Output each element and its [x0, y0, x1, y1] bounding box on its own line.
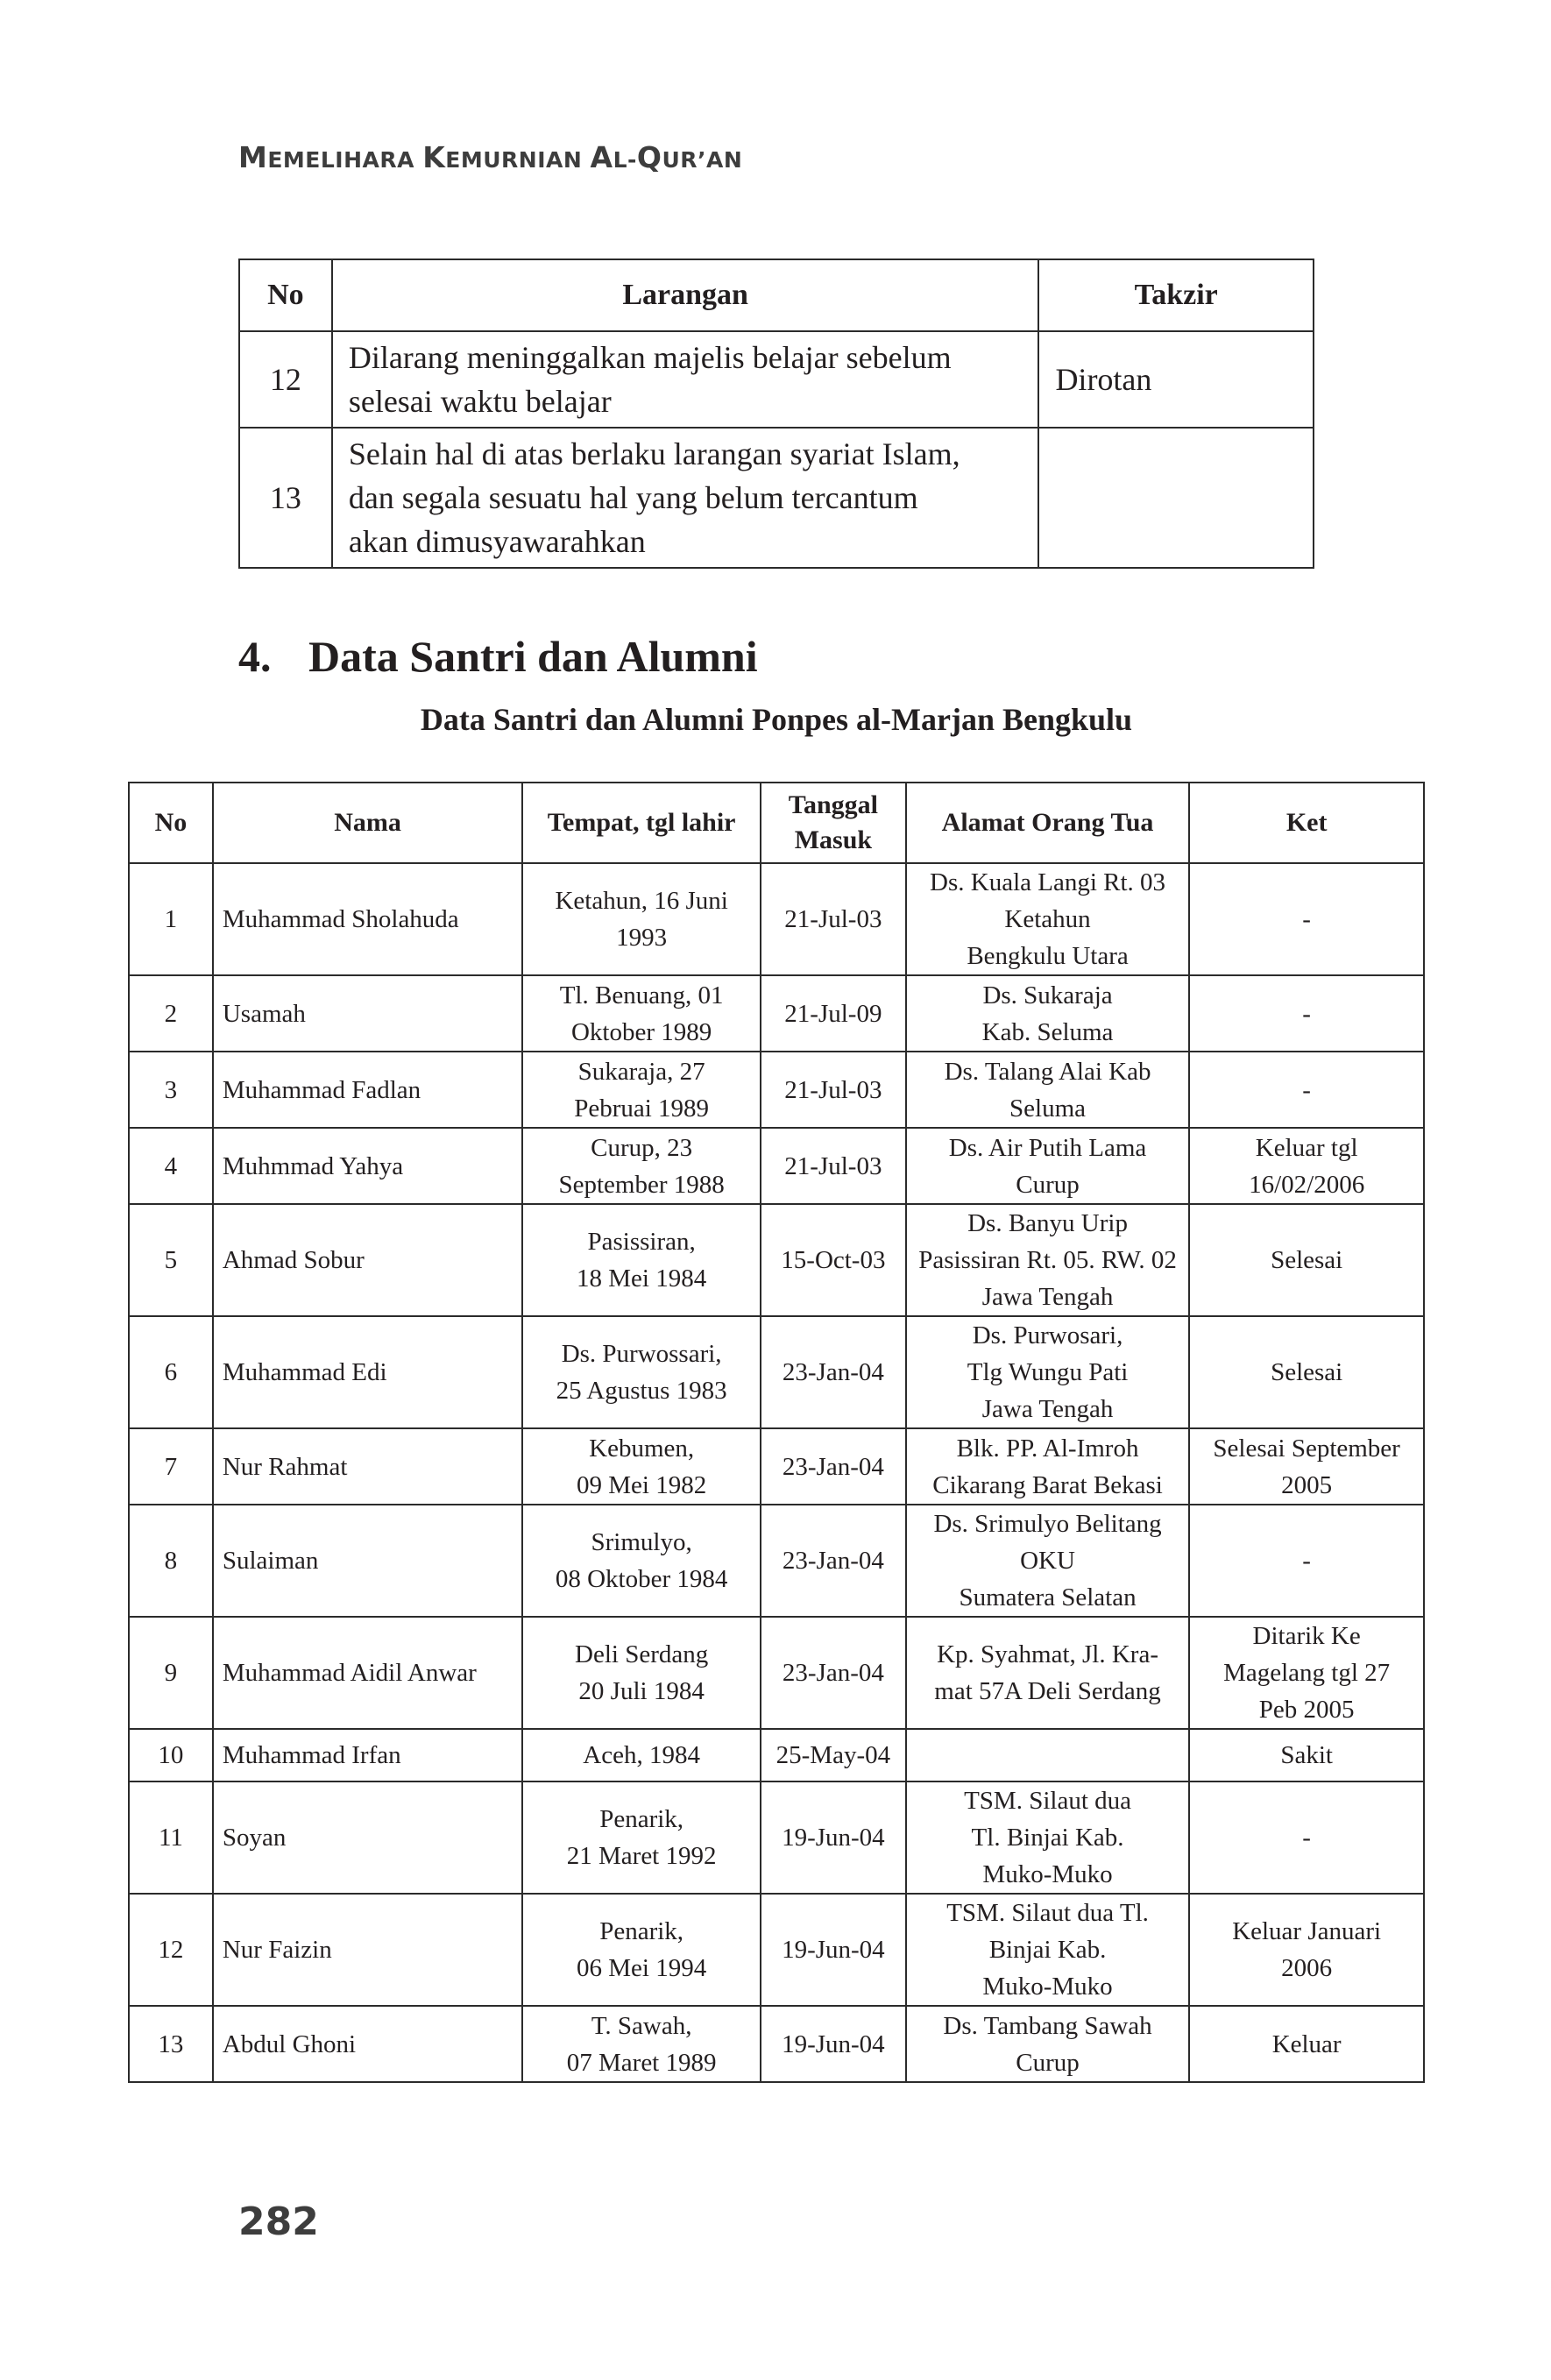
santri-nama: Sulaiman	[213, 1505, 522, 1617]
santri-masuk: 19-Jun-04	[761, 1894, 906, 2006]
larangan-text	[332, 331, 1039, 428]
santri-masuk: 23-Jan-04	[761, 1505, 906, 1617]
santri-masuk: 25-May-04	[761, 1729, 906, 1781]
santri-header-row	[129, 783, 1424, 863]
santri-ket-line: Sakit	[1280, 1741, 1333, 1769]
santri-alamat-line: TSM. Silaut dua Tl.	[946, 1899, 1149, 1927]
santri-alamat	[906, 2006, 1189, 2082]
santri-table-body	[129, 863, 1424, 2082]
santri-header-ket: Ket	[1189, 783, 1424, 863]
santri-row	[129, 1617, 1424, 1729]
santri-ket	[1189, 1316, 1424, 1428]
santri-ttl	[522, 1128, 761, 1204]
santri-ttl-line: 07 Maret 1989	[566, 2048, 717, 2077]
larangan-line: Selain hal di atas berlaku larangan syariat Islam,	[348, 436, 960, 471]
larangan-header-takzir: Takzir	[1038, 259, 1314, 331]
santri-alamat-line: Ds. Talang Alai Kab	[944, 1057, 1151, 1086]
santri-alamat-line: Jawa Tengah	[981, 1395, 1114, 1423]
santri-masuk: 21-Jul-03	[761, 863, 906, 975]
santri-ttl-line: Penarik,	[599, 1805, 684, 1833]
santri-ttl	[522, 975, 761, 1052]
santri-ttl-line: Pebruai 1989	[574, 1094, 710, 1123]
santri-alamat-line: Ketahun	[1004, 905, 1091, 933]
santri-nama: Ahmad Sobur	[213, 1204, 522, 1316]
santri-ttl	[522, 1894, 761, 2006]
larangan-line: selesai waktu belajar	[348, 384, 612, 419]
santri-ttl-line: Curup, 23	[591, 1133, 693, 1162]
running-header	[238, 140, 742, 174]
santri-alamat-line: Ds. Kuala Langi Rt. 03	[930, 868, 1166, 896]
santri-ket-line: 2005	[1281, 1470, 1333, 1499]
section-heading	[238, 631, 758, 682]
santri-nama: Muhmmad Yahya	[213, 1128, 522, 1204]
santri-ket-line: Ditarik Ke	[1252, 1622, 1361, 1650]
santri-ket	[1189, 1505, 1424, 1617]
santri-ttl-line: 08 Oktober 1984	[555, 1565, 728, 1593]
santri-masuk: 19-Jun-04	[761, 1781, 906, 1894]
santri-alamat	[906, 1204, 1189, 1316]
santri-ket	[1189, 1128, 1424, 1204]
santri-no: 8	[129, 1505, 213, 1617]
santri-alamat	[906, 1428, 1189, 1505]
larangan-no: 12	[239, 331, 332, 428]
santri-ttl-line: September 1988	[558, 1170, 725, 1199]
santri-ket-line: -	[1302, 1824, 1311, 1852]
santri-alamat-line: Bengkulu Utara	[967, 942, 1129, 970]
santri-row	[129, 1428, 1424, 1505]
santri-ttl	[522, 1617, 761, 1729]
section-title: Data Santri dan Alumni	[308, 632, 758, 681]
santri-ttl-line: Tl. Benuang, 01	[559, 981, 724, 1009]
santri-alamat-line: Kab. Seluma	[981, 1017, 1114, 1046]
larangan-header-larangan: Larangan	[332, 259, 1039, 331]
santri-ttl-line: 06 Mei 1994	[577, 1954, 707, 1982]
santri-ket	[1189, 1894, 1424, 2006]
larangan-header-row	[239, 259, 1314, 331]
santri-no: 7	[129, 1428, 213, 1505]
santri-alamat	[906, 863, 1189, 975]
larangan-no: 13	[239, 428, 332, 568]
santri-masuk: 23-Jan-04	[761, 1316, 906, 1428]
santri-ket	[1189, 1204, 1424, 1316]
santri-ket-line: Peb 2005	[1258, 1696, 1355, 1724]
santri-row	[129, 1052, 1424, 1128]
santri-header-masuk	[761, 783, 906, 863]
santri-ttl-line: 09 Mei 1982	[577, 1470, 707, 1499]
santri-alamat-line: Tlg Wungu Pati	[967, 1358, 1129, 1386]
santri-alamat-line: Blk. PP. Al-Imroh	[956, 1434, 1139, 1463]
santri-ttl-line: Oktober 1989	[570, 1017, 712, 1046]
santri-row	[129, 863, 1424, 975]
santri-ket	[1189, 1729, 1424, 1781]
santri-row	[129, 1729, 1424, 1781]
santri-alamat-line: Sumatera Selatan	[959, 1583, 1137, 1611]
santri-ket-line: Keluar tgl	[1255, 1133, 1358, 1162]
santri-ttl	[522, 1052, 761, 1128]
santri-alamat-line: Jawa Tengah	[981, 1283, 1114, 1311]
santri-row	[129, 2006, 1424, 2082]
santri-row	[129, 1781, 1424, 1894]
santri-ttl	[522, 1204, 761, 1316]
santri-ket	[1189, 863, 1424, 975]
santri-ket	[1189, 1428, 1424, 1505]
santri-alamat-line: Curup	[1016, 1170, 1080, 1199]
santri-ket-line: Selesai September	[1213, 1434, 1400, 1463]
santri-no: 13	[129, 2006, 213, 2082]
santri-ttl-line: 1993	[616, 924, 668, 952]
santri-ttl-line: Aceh, 1984	[583, 1741, 700, 1769]
santri-ket-line: Keluar	[1271, 2029, 1342, 2058]
santri-ttl-line: Deli Serdang	[575, 1640, 709, 1668]
santri-masuk: 23-Jan-04	[761, 1428, 906, 1505]
santri-alamat-line: Ds. Air Putih Lama	[948, 1133, 1147, 1162]
santri-ttl-line: Kebumen,	[589, 1434, 695, 1463]
santri-no: 6	[129, 1316, 213, 1428]
larangan-takzir	[1038, 428, 1314, 568]
santri-no: 10	[129, 1729, 213, 1781]
santri-ttl	[522, 1316, 761, 1428]
santri-no: 2	[129, 975, 213, 1052]
santri-ket-line: 16/02/2006	[1249, 1170, 1365, 1199]
santri-alamat	[906, 1128, 1189, 1204]
santri-alamat	[906, 1505, 1189, 1617]
santri-alamat-line: Ds. Sukaraja	[982, 981, 1113, 1009]
santri-masuk: 21-Jul-09	[761, 975, 906, 1052]
larangan-line: dan segala sesuatu hal yang belum tercantum	[348, 480, 918, 515]
santri-alamat-line: TSM. Silaut dua	[964, 1787, 1131, 1815]
santri-ket	[1189, 1781, 1424, 1894]
santri-nama: Muhammad Fadlan	[213, 1052, 522, 1128]
santri-no: 3	[129, 1052, 213, 1128]
santri-nama: Muhammad Edi	[213, 1316, 522, 1428]
larangan-table	[238, 259, 1314, 569]
santri-row	[129, 1128, 1424, 1204]
santri-ket-line: -	[1302, 1547, 1311, 1575]
santri-ttl-line: Srimulyo,	[591, 1528, 692, 1556]
santri-header-nama: Nama	[213, 783, 522, 863]
santri-ttl-line: 20 Juli 1984	[578, 1677, 705, 1705]
santri-ttl	[522, 1428, 761, 1505]
santri-ttl-line: T. Sawah,	[591, 2011, 692, 2040]
santri-ttl-line: Sukaraja, 27	[577, 1057, 705, 1086]
santri-header-ttl: Tempat, tgl lahir	[522, 783, 761, 863]
larangan-row	[239, 428, 1314, 568]
santri-alamat-line: OKU	[1020, 1547, 1075, 1575]
santri-ket	[1189, 1052, 1424, 1128]
santri-masuk: 21-Jul-03	[761, 1128, 906, 1204]
larangan-line: Dilarang meninggalkan majelis belajar sebelum	[348, 340, 952, 375]
running-header-text: MEMELIHARA KEMURNIAN AL-QUR’AN	[238, 140, 743, 174]
santri-ttl-line: Penarik,	[599, 1917, 684, 1945]
larangan-row	[239, 331, 1314, 428]
santri-ttl-line: Ds. Purwossari,	[561, 1340, 722, 1368]
santri-nama: Soyan	[213, 1781, 522, 1894]
santri-masuk: 21-Jul-03	[761, 1052, 906, 1128]
santri-alamat-line: Ds. Purwosari,	[972, 1321, 1123, 1349]
santri-alamat-line: Muko-Muko	[982, 1973, 1113, 2001]
santri-ket	[1189, 975, 1424, 1052]
page-number: 282	[238, 2199, 319, 2244]
santri-ket-line: Selesai	[1271, 1358, 1343, 1386]
larangan-takzir: Dirotan	[1038, 331, 1314, 428]
santri-ttl	[522, 1729, 761, 1781]
santri-alamat	[906, 1316, 1189, 1428]
santri-ttl-line: 18 Mei 1984	[577, 1264, 707, 1293]
santri-alamat-line: Muko-Muko	[982, 1860, 1113, 1888]
santri-alamat-line: Kp. Syahmat, Jl. Kra-	[937, 1640, 1158, 1668]
santri-nama: Muhammad Aidil Anwar	[213, 1617, 522, 1729]
santri-ttl	[522, 1781, 761, 1894]
santri-ttl	[522, 1505, 761, 1617]
santri-alamat	[906, 1617, 1189, 1729]
santri-nama: Abdul Ghoni	[213, 2006, 522, 2082]
santri-alamat-line: Curup	[1016, 2048, 1080, 2077]
santri-header-alamat: Alamat Orang Tua	[906, 783, 1189, 863]
santri-nama: Nur Rahmat	[213, 1428, 522, 1505]
santri-ttl-line: 25 Agustus 1983	[556, 1377, 727, 1405]
santri-header-masuk-line: Tanggal	[788, 790, 879, 819]
santri-alamat-line: Ds. Tambang Sawah	[943, 2011, 1152, 2040]
santri-ttl	[522, 2006, 761, 2082]
santri-masuk: 19-Jun-04	[761, 2006, 906, 2082]
santri-header-masuk-line: Masuk	[794, 825, 873, 854]
santri-ket-line: 2006	[1281, 1954, 1333, 1982]
table-caption: Data Santri dan Alumni Ponpes al-Marjan Bengkulu	[420, 702, 1133, 737]
santri-row	[129, 1894, 1424, 2006]
santri-nama: Nur Faizin	[213, 1894, 522, 2006]
santri-nama: Usamah	[213, 975, 522, 1052]
santri-no: 4	[129, 1128, 213, 1204]
santri-no: 12	[129, 1894, 213, 2006]
santri-header-no: No	[129, 783, 213, 863]
santri-no: 5	[129, 1204, 213, 1316]
santri-alamat-line: Seluma	[1009, 1094, 1087, 1123]
santri-alamat-line: mat 57A Deli Serdang	[934, 1677, 1161, 1705]
santri-row	[129, 1316, 1424, 1428]
santri-ket-line: Selesai	[1271, 1246, 1343, 1274]
larangan-line: akan dimusyawarahkan	[348, 524, 646, 559]
santri-masuk: 15-Oct-03	[761, 1204, 906, 1316]
santri-alamat-line: Tl. Binjai Kab.	[971, 1824, 1124, 1852]
santri-alamat	[906, 1894, 1189, 2006]
larangan-text	[332, 428, 1039, 568]
santri-nama: Muhammad Sholahuda	[213, 863, 522, 975]
santri-no: 11	[129, 1781, 213, 1894]
santri-table	[128, 782, 1425, 2083]
santri-nama: Muhammad Irfan	[213, 1729, 522, 1781]
section-number: 4.	[238, 632, 272, 681]
santri-alamat	[906, 1052, 1189, 1128]
santri-row	[129, 1505, 1424, 1617]
santri-alamat-line: Binjai Kab.	[988, 1936, 1107, 1964]
santri-ket	[1189, 1617, 1424, 1729]
santri-ket-line: -	[1302, 1075, 1311, 1104]
santri-ket	[1189, 2006, 1424, 2082]
santri-alamat-line: Pasissiran Rt. 05. RW. 02	[918, 1246, 1177, 1274]
santri-alamat-line: Cikarang Barat Bekasi	[932, 1470, 1163, 1499]
santri-no: 1	[129, 863, 213, 975]
santri-alamat-line: Ds. Banyu Urip	[967, 1209, 1128, 1237]
santri-alamat	[906, 975, 1189, 1052]
santri-alamat	[906, 1781, 1189, 1894]
larangan-header-no: No	[239, 259, 332, 331]
santri-row	[129, 1204, 1424, 1316]
santri-ket-line: Magelang tgl 27	[1223, 1659, 1391, 1687]
santri-ttl-line: Pasissiran,	[587, 1228, 696, 1256]
santri-alamat-line: Ds. Srimulyo Belitang	[933, 1510, 1162, 1538]
santri-no: 9	[129, 1617, 213, 1729]
santri-ttl-line: Ketahun, 16 Juni	[555, 887, 728, 915]
santri-row	[129, 975, 1424, 1052]
santri-ttl	[522, 863, 761, 975]
santri-alamat	[906, 1729, 1189, 1781]
santri-ket-line: -	[1302, 905, 1311, 933]
santri-masuk: 23-Jan-04	[761, 1617, 906, 1729]
santri-ket-line: Keluar Januari	[1232, 1917, 1382, 1945]
santri-ket-line: -	[1302, 999, 1311, 1028]
santri-ttl-line: 21 Maret 1992	[566, 1842, 717, 1870]
